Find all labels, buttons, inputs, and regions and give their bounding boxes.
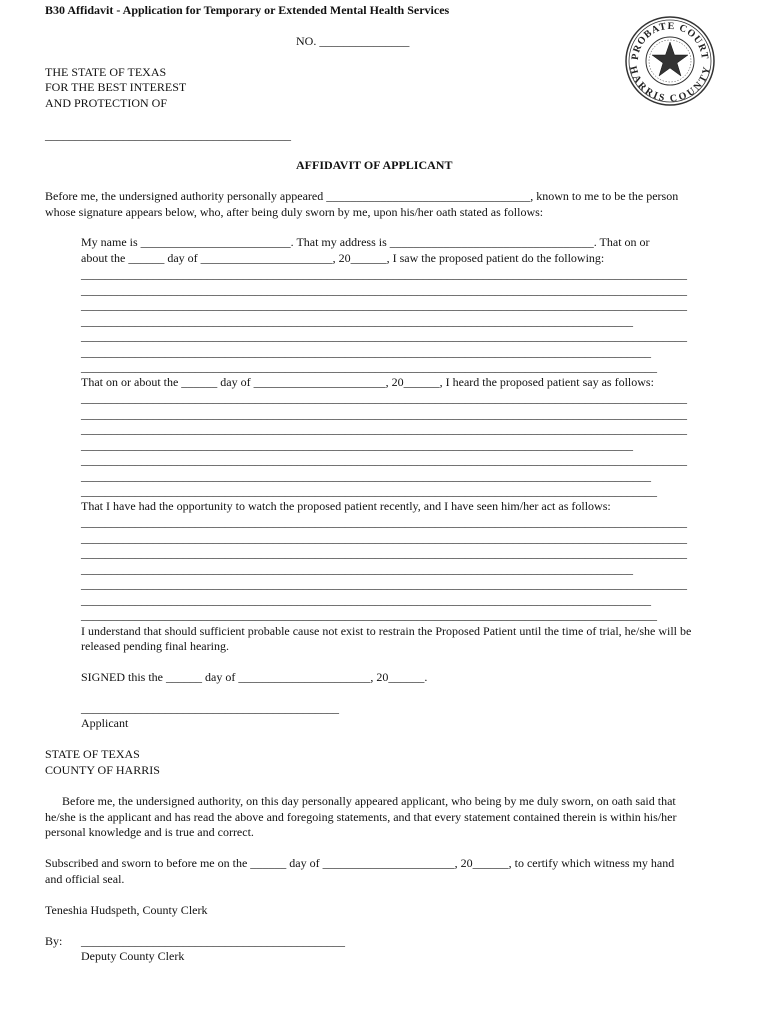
- intro-line-1[interactable]: Before me, the undersigned authority personally appeared __________________________________, known to me to be the person: [45, 189, 679, 203]
- case-number-field[interactable]: NO. _______________: [296, 34, 410, 48]
- observed-date-line[interactable]: about the ______ day of ______________________, 20______, I saw the proposed patient do the following:: [81, 251, 605, 265]
- caption-line-1: THE STATE OF TEXAS: [45, 65, 167, 79]
- applicant-label: Applicant: [81, 716, 129, 730]
- understand-line-1: I understand that should sufficient probable cause not exist to restrain the Proposed Patient until the time of trial, he/she will be: [81, 624, 692, 638]
- heard-blank-line[interactable]: _____________________________________________________________________________________________________: [81, 391, 687, 405]
- venue-state: STATE OF TEXAS: [45, 747, 140, 761]
- deputy-signature-field[interactable]: ____________________________________________: [81, 934, 345, 948]
- heard-blank-line[interactable]: _____________________________________________________________________________________________________: [81, 453, 687, 467]
- watched-blank-line[interactable]: _____________________________________________________________________________________________________: [81, 577, 687, 591]
- jurat-line-1: Before me, the undersigned authority, on this day personally appeared applicant, who being by me duly sworn, on oath said that: [62, 794, 676, 808]
- observed-blank-line[interactable]: _____________________________________________________________________________________________________: [81, 267, 687, 281]
- affidavit-heading: AFFIDAVIT OF APPLICANT: [296, 158, 453, 172]
- heard-blank-line[interactable]: _____________________________________________________________________________________________________: [81, 422, 687, 436]
- caption-line-2: FOR THE BEST INTEREST: [45, 80, 187, 94]
- watched-blank-line[interactable]: _____________________________________________________________________________________________________: [81, 531, 687, 545]
- seal-top-text: PROBATE COURT: [629, 20, 711, 61]
- signed-date-line[interactable]: SIGNED this the ______ day of ______________________, 20______.: [81, 670, 428, 684]
- observed-blank-line[interactable]: _____________________________________________________________________________________________________: [81, 329, 687, 343]
- deputy-clerk-label: Deputy County Clerk: [81, 949, 185, 963]
- watched-blank-line[interactable]: _______________________________________________________________________________________________: [81, 593, 651, 607]
- observed-blank-line[interactable]: _____________________________________________________________________________________________________: [81, 283, 687, 297]
- heard-blank-line[interactable]: _______________________________________________________________________________________________: [81, 469, 651, 483]
- understand-line-2: released pending final hearing.: [81, 639, 229, 653]
- heard-date-line[interactable]: That on or about the ______ day of ______________________, 20______, I heard the proposed patient say as follows:: [81, 375, 654, 389]
- probate-court-seal: [624, 15, 716, 107]
- observed-blank-line[interactable]: _____________________________________________________________________________________________________: [81, 298, 687, 312]
- proposed-patient-name-field[interactable]: _________________________________________: [45, 128, 291, 142]
- subscribed-line-2: and official seal.: [45, 872, 125, 886]
- name-address-line[interactable]: My name is _________________________. That my address is __________________________________. That on or: [81, 235, 650, 249]
- jurat-line-3: personal knowledge and is true and correct.: [45, 825, 254, 839]
- observed-blank-line[interactable]: ________________________________________________________________________________________________: [81, 360, 657, 374]
- by-label: By:: [45, 934, 63, 948]
- seal-bottom-text: HARRIS COUNTY: [626, 65, 714, 105]
- heard-blank-line[interactable]: _____________________________________________________________________________________________________: [81, 407, 687, 421]
- observed-blank-line[interactable]: ____________________________________________________________________________________________: [81, 314, 633, 328]
- watched-blank-line[interactable]: ____________________________________________________________________________________________: [81, 562, 633, 576]
- subscribed-line-1[interactable]: Subscribed and sworn to before me on the ______ day of ______________________, 20______, to certify which witness my hand: [45, 856, 675, 870]
- form-title: B30 Affidavit - Application for Temporary or Extended Mental Health Services: [45, 3, 450, 17]
- intro-line-2: whose signature appears below, who, after being duly sworn by me, upon his/her oath stated as follows:: [45, 205, 544, 219]
- watched-line: That I have had the opportunity to watch the proposed patient recently, and I have seen him/her act as follows:: [81, 499, 611, 513]
- watched-blank-line[interactable]: _____________________________________________________________________________________________________: [81, 515, 687, 529]
- applicant-signature-field[interactable]: ___________________________________________: [81, 701, 339, 715]
- venue-county: COUNTY OF HARRIS: [45, 763, 160, 777]
- jurat-line-2: he/she is the applicant and has read the above and foregoing statements, and that every statement contained therein is within his/her: [45, 810, 677, 824]
- star-icon: [652, 42, 688, 76]
- heard-blank-line[interactable]: ________________________________________________________________________________________________: [81, 484, 657, 498]
- caption-line-3: AND PROTECTION OF: [45, 96, 168, 110]
- watched-blank-line[interactable]: ________________________________________________________________________________________________: [81, 608, 657, 622]
- seal-graphic: [624, 15, 716, 107]
- heard-blank-line[interactable]: ____________________________________________________________________________________________: [81, 438, 633, 452]
- county-clerk-name: Teneshia Hudspeth, County Clerk: [45, 903, 208, 917]
- watched-blank-line[interactable]: _____________________________________________________________________________________________________: [81, 546, 687, 560]
- observed-blank-line[interactable]: _______________________________________________________________________________________________: [81, 345, 651, 359]
